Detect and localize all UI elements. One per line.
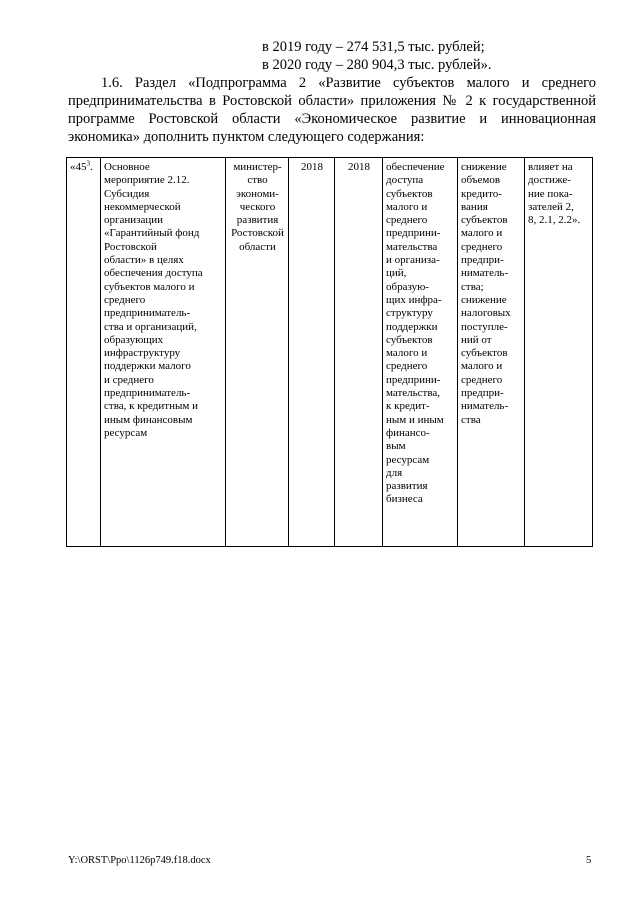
cell-text-line: предприниматель-: [104, 387, 191, 400]
cell-text-line: для: [386, 466, 403, 479]
page-number: 5: [586, 855, 592, 866]
cell-text-line: иным финансовым: [104, 413, 193, 426]
cell-text-line: малого и: [461, 227, 503, 240]
cell-text-line: Ростовской: [104, 240, 157, 253]
cell-number: «$45^3$.: [67, 158, 101, 547]
cell-text-line: ства: [461, 413, 481, 426]
cell-text-line: налоговых: [461, 307, 511, 320]
cell-text-line: области» в целях: [104, 254, 184, 267]
cell-text-line: предпри-: [461, 387, 504, 400]
cell-text-line: образую-: [386, 280, 429, 293]
cell-text-line: ства;: [461, 280, 484, 293]
cell-text-line: Ростовской: [231, 227, 284, 240]
cell-indicators: [525, 158, 593, 547]
cell-end-year: 2018: [335, 158, 383, 547]
cell-text-line: влияет на: [528, 161, 573, 173]
cell-text-line: субъектов малого и: [104, 280, 195, 293]
cell-text-line: субъектов: [461, 214, 508, 227]
cell-text-line: снижение: [461, 293, 507, 306]
cell-text-line: образующих: [104, 333, 164, 346]
cell-text-line: кредито-: [461, 187, 502, 200]
cell-text-line: объемов: [461, 174, 501, 187]
cell-text-line: малого и: [461, 360, 503, 373]
cell-text-line: субъектов: [386, 187, 433, 200]
line-2020: в 2020 году – 280 904,3 тыс. рублей».: [262, 57, 492, 73]
cell-text-line: вым: [386, 440, 406, 453]
cell-text-line: поддержки малого: [104, 360, 191, 373]
cell-text-line: предприни-: [386, 373, 441, 386]
cell-text-line: некоммерческой: [104, 200, 181, 213]
cell-text-line: «Гарантийный фонд: [104, 227, 200, 240]
cell-text-line: поступле-: [461, 320, 508, 333]
cell-activity: [101, 158, 226, 547]
cell-text-line: среднего: [461, 240, 503, 253]
cell-text-line: предприниматель-: [104, 307, 191, 320]
cell-text-line: обеспечения доступа: [104, 267, 203, 280]
cell-text-line: инфраструктуру: [104, 347, 181, 360]
cell-consequences: [458, 158, 525, 547]
cell-text-line: ций,: [386, 267, 407, 280]
cell-text-line: бизнеса: [386, 493, 423, 506]
cell-text-line: ство: [247, 174, 268, 187]
cell-text-line: Субсидия: [104, 187, 150, 200]
table-row: [67, 158, 593, 547]
cell-text-line: поддержки: [386, 320, 438, 333]
amendment-paragraph: 1.6. Раздел «Подпрограмма 2 «Развитие субъектов малого и среднего предпринимательства в Ростовской области» приложения № 2 к государственной программе Ростовской области «Экономическое развитие и инновационная экономика» дополнить пунктом следующего содержания:: [68, 75, 596, 145]
cell-text-line: предпри-: [461, 254, 504, 267]
cell-text-line: субъектов: [461, 347, 508, 360]
cell-text-line: структуру: [386, 307, 433, 320]
cell-text-line: доступа: [386, 174, 424, 187]
cell-text-line: области: [239, 240, 276, 253]
cell-text-line: вания: [461, 200, 488, 213]
cell-text-line: ресурсам: [386, 453, 430, 466]
cell-text-line: мероприятие 2.12.: [104, 174, 190, 187]
cell-text-line: ние пока-: [528, 187, 573, 200]
cell-text-line: предприни-: [386, 227, 441, 240]
cell-executor: [226, 158, 289, 547]
cell-text-line: ниматель-: [461, 267, 509, 280]
cell-text-line: ства и организаций,: [104, 320, 197, 333]
cell-text-line: мательства,: [386, 387, 441, 400]
cell-text-line: финансо-: [386, 426, 430, 439]
cell-text-line: экономи-: [236, 187, 279, 200]
cell-text-line: ресурсам: [104, 426, 148, 439]
cell-result: [383, 158, 458, 547]
cell-text-line: достиже-: [528, 174, 571, 187]
cell-text-line: развития: [236, 214, 279, 227]
cell-text-line: среднего: [386, 214, 428, 227]
cell-text-line: ства, к кредитным и: [104, 400, 198, 413]
cell-text-line: развития: [386, 480, 428, 493]
program-table: [66, 157, 593, 547]
cell-text-line: ниматель-: [461, 400, 509, 413]
cell-text-line: к кредит-: [386, 400, 430, 413]
cell-text-line: щих инфра-: [386, 293, 442, 306]
cell-text-line: организации: [104, 214, 164, 227]
cell-text-line: среднего: [104, 293, 146, 306]
cell-text-line: и организа-: [386, 254, 440, 267]
cell-text-line: министер-: [233, 161, 282, 173]
cell-text-line: ческого: [239, 200, 276, 213]
cell-text-line: и среднего: [104, 373, 154, 386]
cell-start-year: 2018: [289, 158, 335, 547]
cell-text-line: субъектов: [386, 333, 433, 346]
footer-file-path: Y:\ORST\Ppo\1126p749.f18.docx: [68, 855, 211, 866]
cell-text-line: среднего: [461, 373, 503, 386]
cell-text-line: малого и: [386, 200, 428, 213]
cell-text-line: 8, 2.1, 2.2».: [528, 214, 581, 227]
cell-text-line: зателей 2,: [528, 200, 574, 213]
cell-text-line: среднего: [386, 360, 428, 373]
line-2019: в 2019 году – 274 531,5 тыс. рублей;: [262, 39, 485, 55]
cell-text-line: малого и: [386, 347, 428, 360]
cell-text-line: ний от: [461, 333, 492, 346]
cell-text-line: ным и иным: [386, 413, 444, 426]
cell-text-line: обеспечение: [386, 161, 445, 173]
cell-text-line: снижение: [461, 161, 507, 173]
cell-text-line: Основное: [104, 161, 150, 173]
cell-text-line: мательства: [386, 240, 438, 253]
